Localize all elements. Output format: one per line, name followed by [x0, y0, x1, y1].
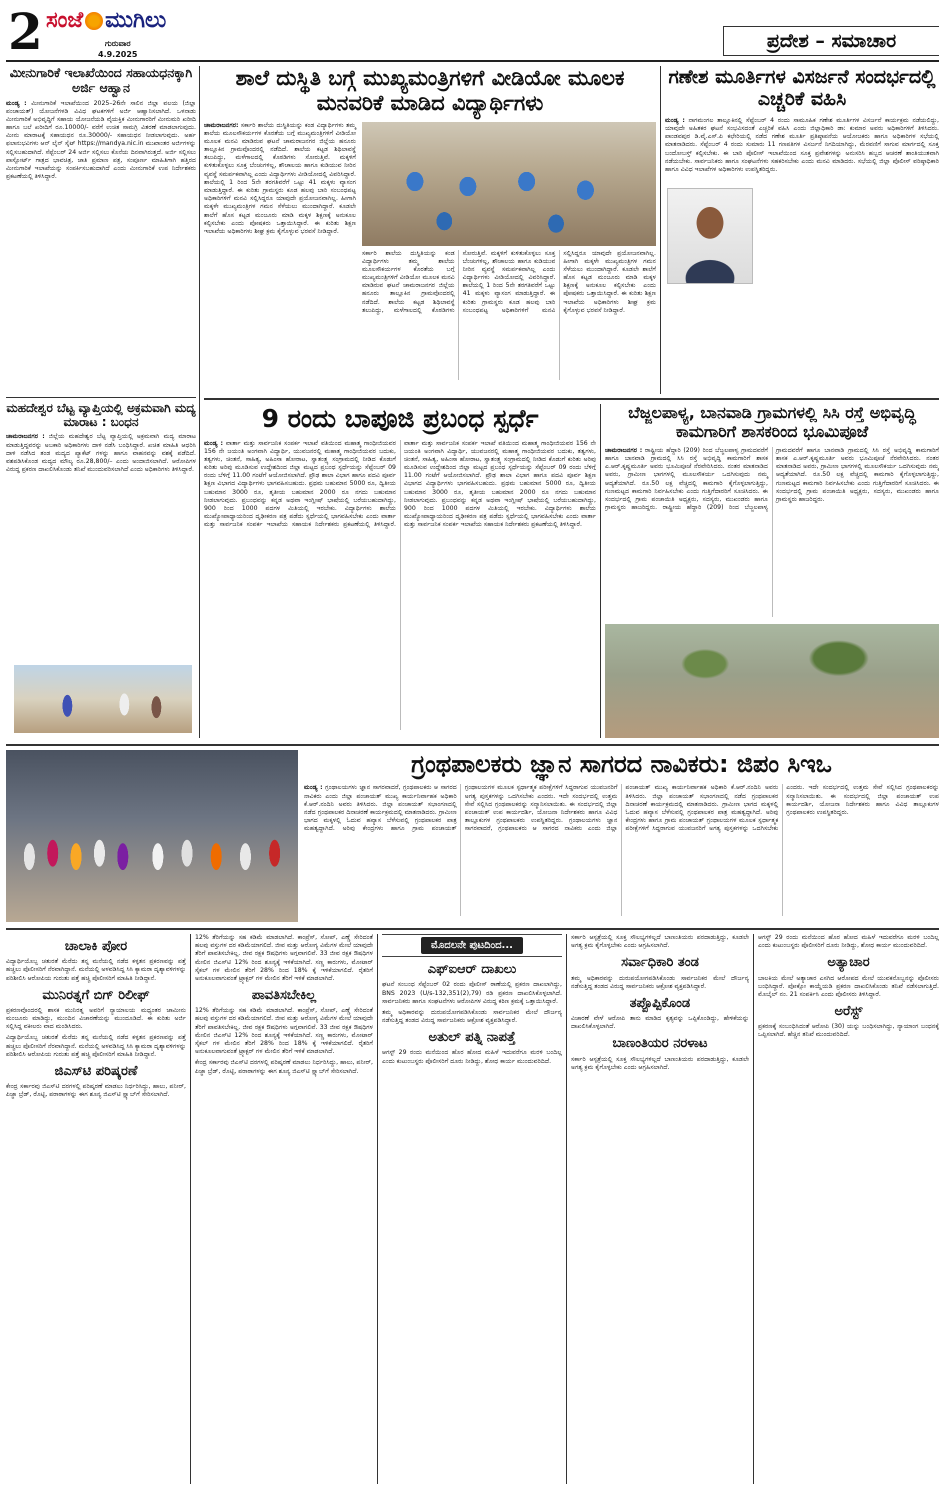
article-road — [605, 404, 939, 620]
body-bapuji — [204, 440, 596, 730]
photo-librarians — [6, 750, 298, 922]
column-rule — [566, 934, 567, 1484]
text-library: ಗ್ರಂಥಾಲಯಗಳು ಜ್ಞಾನ ಸಾಗರವಾದರೆ, ಗ್ರಂಥಪಾಲಕರು ಆ ಸಾಗರದ ನಾವಿಕರು ಎಂದು ಜಿಲ್ಲಾ ಪಂಚಾಯತ್ ಮುಖ್ಯ ಕಾರ್ಯನಿರ್ವಾಹಕ ಅಧಿಕಾರಿ ಕೆ.ಆರ್.ನಂದಿನಿ ಅವರು ತಿಳಿಸಿದರು. ಜಿಲ್ಲಾ ಪಂಚಾಯತ್ ಸಭಾಂಗಣದಲ್ಲಿ ನಡೆದ ಗ್ರಂಥಪಾಲಕರ ದಿನಾಚರಣೆ ಕಾರ್ಯಕ್ರಮದಲ್ಲಿ ಮಾತನಾಡಿದರು. ಗ್ರಾಮೀಣ ಭಾಗದ ಮಕ್ಕಳಲ್ಲಿ ಓದುವ ಹವ್ಯಾಸ ಬೆಳೆಸುವಲ್ಲಿ ಗ್ರಂಥಪಾಲಕರ ಪಾತ್ರ ಮಹತ್ವದ್ದಾಗಿದೆ. ಅರಿವು ಕೇಂದ್ರಗಳು ಹಾಗೂ ಗ್ರಾಮ ಪಂಚಾಯತ್ ಗ್ರಂಥಾಲಯಗಳ ಮೂಲಕ ಸ್ಪರ್ಧಾತ್ಮಕ ಪರೀಕ್ಷೆಗಳಿಗೆ ಸಿದ್ಧರಾಗುವ ಯುವಜನರಿಗೆ ಅಗತ್ಯ ಪುಸ್ತಕಗಳನ್ನು ಒದಗಿಸಬೇಕು ಎಂದರು. ಇದೇ ಸಂದರ್ಭದಲ್ಲಿ ಉತ್ತಮ ಸೇವೆ ಸಲ್ಲಿಸಿದ ಗ್ರಂಥಪಾಲಕರನ್ನು ಸನ್ಮಾನಿಸಲಾಯಿತು. ಈ ಸಂದರ್ಭದಲ್ಲಿ ಜಿಲ್ಲಾ ಪಂಚಾಯತ್ ಉಪ ಕಾರ್ಯದರ್ಶಿ, ಯೋಜನಾ ನಿರ್ದೇಶಕರು ಹಾಗೂ ವಿವಿಧ ತಾಲ್ಲೂಕುಗಳ ಗ್ರಂಥಪಾಲಕರು ಉಪಸ್ಥಿತರಿದ್ದರು. — [304, 784, 618, 833]
headline-gst: ಜಿಎಸ್‌ಟಿ ಪರಿಷ್ಕರಣೆ — [54, 1064, 138, 1079]
divider — [6, 744, 939, 746]
masthead — [6, 4, 939, 62]
bottom-col-5 — [758, 934, 939, 1484]
body-road — [605, 447, 939, 617]
headline-chalaki: ಚಾಲಾಕಿ ಪೋರ — [64, 939, 128, 954]
dateline-bapuji: ಮಂಡ್ಯ : — [204, 439, 223, 447]
photo-classroom — [362, 122, 656, 246]
headline-hills: ಮಹದೇಶ್ವರ ಬೆಟ್ಟ ವ್ಯಾಪ್ತಿಯಲ್ಲಿ ಅಕ್ರಮವಾಗಿ ಮದ್ಯ ಮಾರಾಟ : ಬಂಧನ — [6, 401, 196, 430]
article-fisheries — [6, 66, 196, 394]
photo-bhoomi-pooja — [605, 624, 939, 738]
dateline-ganesha: ಮಂಡ್ಯ : — [665, 116, 685, 124]
body-fir-cont: ತಮ್ಮ ಅಧಿಕಾರವನ್ನು ದುರುಪಯೋಗಪಡಿಸಿಕೊಂಡು ಸಾರ್ವಜನಿಕರ ಮೇಲೆ ದೌರ್ಜನ್ಯ ನಡೆಸುತ್ತಿದ್ದ ತಂಡದ ವಿರುದ್ಧ ಸಾರ್ವಜನಿಕರು ಆಕ್ರೋಶ ವ್ಯಕ್ತಪಡಿಸಿದ್ದಾರೆ. — [382, 1008, 562, 1025]
dateline-fisheries: ಮಂಡ್ಯ : — [6, 99, 27, 107]
headline-fisheries: ಮೀನುಗಾರಿಕೆ ಇಲಾಖೆಯಿಂದ ಸಹಾಯಧನಕ್ಕಾಗಿ ಅರ್ಜಿ ಆಹ್ವಾನ — [9, 66, 193, 95]
text-bapuji: ವಾರ್ತಾ ಮತ್ತು ಸಾರ್ವಜನಿಕ ಸಂಪರ್ಕ ಇಲಾಖೆ ವತಿಯಿಂದ ಮಹಾತ್ಮ ಗಾಂಧೀಜಿಯವರ 156 ನೇ ಜಯಂತಿ ಅಂಗವಾಗಿ ವಿದ್ಯಾರ್ಥಿ, ಯುವಜನರಲ್ಲಿ ಮಹಾತ್ಮ ಗಾಂಧೀಜಿಯವರ ಬದುಕು, ತತ್ವಗಳು, ಚಿಂತನೆ, ಸಾಹಿತ್ಯ, ಅಹಿಂಸಾ ಹೋರಾಟ, ಸ್ವಾತಂತ್ರ್ಯ ಸಂಗ್ರಾಮದಲ್ಲಿ ನೀಡಿದ ಕೊಡುಗೆ ಕುರಿತು ಅರಿವು ಮೂಡಿಸುವ ಉದ್ದೇಶದಿಂದ ಜಿಲ್ಲಾ ಮಟ್ಟದ ಪ್ರಬಂಧ ಸ್ಪರ್ಧೆಯನ್ನು ಸೆಪ್ಟೆಂಬರ್ 09 ರಂದು ಬೆಳಿಗ್ಗೆ 11.00 ಗಂಟೆಗೆ ಆಯೋಜಿಸಲಾಗಿದೆ. ಪ್ರೌಢ ಶಾಲಾ ವಿಭಾಗ ಹಾಗೂ ಪದವಿ ಪೂರ್ವ ಶಿಕ್ಷಣ ವಿಭಾಗದ ವಿದ್ಯಾರ್ಥಿಗಳು ಭಾಗವಹಿಸಬಹುದು. ಪ್ರಥಮ ಬಹುಮಾನ 5000 ರೂ, ದ್ವಿತೀಯ ಬಹುಮಾನ 3000 ರೂ, ತೃತೀಯ ಬಹುಮಾನ 2000 ರೂ ನಗದು ಬಹುಮಾನ ನೀಡಲಾಗುವುದು. ಪ್ರಬಂಧವನ್ನು ಕನ್ನಡ ಅಥವಾ ಇಂಗ್ಲೀಷ್ ಭಾಷೆಯಲ್ಲಿ ಬರೆಯಬಹುದಾಗಿದ್ದು, 900 ರಿಂದ 1000 ಪದಗಳ ಮಿತಿಯಲ್ಲಿ ಇರಬೇಕು. ವಿದ್ಯಾರ್ಥಿಗಳು ಶಾಲೆಯ ಮುಖ್ಯೋಪಾಧ್ಯಾಯರಿಂದ ದೃಢೀಕರಣ ಪತ್ರ ಪಡೆದು ಸ್ಪರ್ಧೆಯಲ್ಲಿ ಭಾಗವಹಿಸಬೇಕು ಎಂದು ವಾರ್ತಾ ಮತ್ತು ಸಾರ್ವಜನಿಕ ಸಂಪರ್ಕ ಇಲಾಖೆಯ ಸಹಾಯಕ ನಿರ್ದೇಶಕರು ಪ್ರಕಟಣೆಯಲ್ಲಿ ತಿಳಿಸಿದ್ದಾರೆ. — [204, 439, 396, 529]
headline-road: ಬೆಜ್ಜಲಪಾಳ್ಯ, ಬಾನವಾಡಿ ಗ್ರಾಮಗಳಲ್ಲಿ ಸಿಸಿ ರಸ್ತೆ ಅಭಿವೃದ್ಧಿ ಕಾಮಗಾರಿಗೆ ಶಾಸಕರಿಂದ ಭೂಮಿಪೂಜೆ — [628, 404, 916, 441]
newspaper-logo — [46, 6, 166, 36]
text-ganesha: ನಾಗಮಂಗಲ ತಾಲ್ಲೂಕಿನಲ್ಲಿ ಸೆಪ್ಟೆಂಬರ್ 4 ರಂದು ಸಾಮೂಹಿಕ ಗಣೇಶ ಮೂರ್ತಿಗಳ ವಿಸರ್ಜನೆ ಕಾರ್ಯಕ್ರಮ ನಡೆಯಲಿದ್ದು, ಯಾವುದೇ ಅಹಿತಕರ ಘಟನೆ ಸಂಭವಿಸದಂತೆ ಎಚ್ಚರಿಕೆ ವಹಿಸಿ ಎಂದು ಜಿಲ್ಲಾಧಿಕಾರಿ ಡಾ: ಕುಮಾರ ಅವರು ಅಧಿಕಾರಿಗಳಿಗೆ ತಿಳಿಸಿದರು. ಪಾಂಡವಪುರ ಡಿ.ವೈ.ಎಸ್.ಪಿ ಕಛೇರಿಯಲ್ಲಿ ನಡೆದ ಗಣೇಶ ಮೂರ್ತಿ ಪ್ರತಿಷ್ಠಾಪನೆಯ ಆಯೋಜಕರು ಹಾಗೂ ಅಧಿಕಾರಿಗಳ ಸಭೆಯಲ್ಲಿ ಮಾತನಾಡಿದರು. ಸೆಪ್ಟೆಂಬರ್ 4 ರಂದು ಸುಮಾರು 11 ಗಣಪತಿಗಳ ವಿಸರ್ಜನೆ ನಿಗದಿಯಾಗಿದ್ದು, ಮೆರವಣಿಗೆ ಸಾಗುವ ಮಾರ್ಗದಲ್ಲಿ ಸೂಕ್ತ ಬಂದೋಬಸ್ತ್ ಕಲ್ಪಿಸಬೇಕು. ಈ ಬಾರಿ ಪೊಲೀಸ್ ಇಲಾಖೆಯಿಂದ ಸೂಕ್ತ ಪ್ರವೇಶಗಳನ್ನು ಅನುಸರಿಸಿ ಹಬ್ಬದ ಆಚರಣೆ ಶಾಂತಿಯುತವಾಗಿ ನಡೆಯಬೇಕು. ಸಾರ್ವಜನಿಕರು ಹಾಗೂ ಸಂಘಟನೆಗಳು ಸಹಕರಿಸಬೇಕು ಎಂದು ಮನವಿ ಮಾಡಿದರು. ಸಭೆಯಲ್ಲಿ ಜಿಲ್ಲಾ ಪೊಲೀಸ್ ವರಿಷ್ಠಾಧಿಕಾರಿ ಹಾಗೂ ವಿವಿಧ ಇಲಾಖೆಗಳ ಅಧಿಕಾರಿಗಳು ಉಪಸ್ಥಿತರಿದ್ದರು. — [665, 116, 939, 173]
issue-date — [98, 38, 137, 60]
headline-bapuji: 9 ರಂದು ಬಾಪೂಜಿ ಪ್ರಬಂಧ ಸ್ಪರ್ಧೆ — [261, 404, 539, 433]
headline-school: ಶಾಲೆ ದುಸ್ಥಿತಿ ಬಗ್ಗೆ ಮುಖ್ಯಮಂತ್ರಿಗಳಿಗೆ ವೀಡಿಯೋ ಮೂಲಕ ಮನವರಿಕೆ ಮಾಡಿದ ವಿದ್ಯಾರ್ಥಿಗಳು — [235, 66, 625, 115]
body-school-left — [204, 122, 356, 378]
bottom-col-4 — [571, 934, 749, 1484]
photo-raid — [14, 665, 192, 733]
body-gst: ಕೇಂದ್ರ ಸರ್ಕಾರವು ಜಿಎಸ್‌ಟಿ ದರಗಳಲ್ಲಿ ಪರಿಷ್ಕರಣೆ ಮಾಡಲು ನಿರ್ಧರಿಸಿದ್ದು, ಹಾಲು, ಪನೀರ್, ಪಿಜ್ಜಾ ಬ್ರೆಡ್, ರೊಟ್ಟಿ, ಪರಾಠಾಗಳನ್ನು ಈಗ ಶೂನ್ಯ ಜಿಎಸ್‌ಟಿ ಸ್ಲ್ಯಾಬ್‌ಗೆ ಸೇರಿಸಲಾಗಿದೆ. — [6, 1083, 186, 1099]
text-fisheries: ಮೀನುಗಾರಿಕೆ ಇಲಾಖೆಯಿಂದ 2025–26ನೇ ಸಾಲಿನ ಜಿಲ್ಲಾ ವಲಯ (ಜಿಲ್ಲಾ ಪಂಚಾಯತ್) ಯೋಜನೆಗಳಡಿ ವಿವಿಧ ಘಟಕಗಳಿಗೆ ಅರ್ಜಿ ಆಹ್ವಾನಿಸಲಾಗಿದೆ. ಒಳನಾಡು ಮೀನುಗಾರಿಕೆ ಅಭಿವೃದ್ಧಿಗೆ ಸಹಾಯ ಯೋಜನೆಯಡಿ ವೈಯಕ್ತಿಕ ಮೀನುಗಾರರಿಗೆ ಮೀನುಮರಿ ಖರೀದಿ ಹಾಗೂ ಬಲೆ ಖರೀದಿಗೆ ರೂ.10000/- ವರೆಗೆ ಉಚಿತ ಸಾಮಗ್ರಿ ವಿತರಣೆ ಮಾಡಲಾಗುವುದು. ಮೀನು ಮಾರಾಟಕ್ಕೆ ಸಹಾಯಧನ ರೂ.30000/- ಸಹಾಯಧನ ನೀಡಲಾಗುವುದು. ಅರ್ಹ ಫಲಾನುಭವಿಗಳು ಆನ್ ಲೈನ್ ಸೈಟ್ https://mandya.nic.in ಮುಖಾಂತರ ಅರ್ಜಿಗಳನ್ನು ಸಲ್ಲಿಸಬಹುದಾಗಿದೆ. ಸೆಪ್ಟೆಂಬರ್ 24 ಅರ್ಜಿ ಸಲ್ಲಿಸಲು ಕೊನೆಯ ದಿನವಾಗಿರುತ್ತದೆ. ಅರ್ಜಿ ಸಲ್ಲಿಸಲು ಪಾಸ್ಪೋರ್ಟ್ ಗಾತ್ರದ ಭಾವಚಿತ್ರ, ಜಾತಿ ಪ್ರಮಾಣ ಪತ್ರ, ಸಂಪೂರ್ಣ ಮಾಹಿತಿಗಾಗಿ ಹತ್ತಿರದ ಮೀನುಗಾರಿಕೆ ಇಲಾಖೆಯನ್ನು ಸಂಪರ್ಕಿಸಬಹುದಾಗಿದೆ ಎಂದು ಮೀನುಗಾರಿಕೆ ಉಪ ನಿರ್ದೇಶಕರು ಪ್ರಕಟಣೆಯಲ್ಲಿ ತಿಳಿಸಿದ್ದಾರೆ. — [6, 99, 196, 181]
logo-text-2: ಮುಗಿಲು — [105, 8, 167, 34]
bottom-col-1 — [6, 934, 186, 1484]
article-school — [204, 66, 656, 394]
logo-text-1: ಸಂಜೆ — [46, 8, 84, 34]
article-hills — [6, 401, 196, 659]
issue-date-value: 4.9.2025 — [98, 50, 138, 59]
dateline-school: ಚಾಮರಾಜನಗರ: — [204, 121, 239, 129]
body-ganesha-intro — [665, 117, 939, 174]
body-sarvadhikari: ತಮ್ಮ ಅಧಿಕಾರವನ್ನು ದುರುಪಯೋಗಪಡಿಸಿಕೊಂಡು ಸಾರ್ವಜನಿಕರ ಮೇಲೆ ದೌರ್ಜನ್ಯ ನಡೆಸುತ್ತಿದ್ದ ತಂಡದ ವಿರುದ್ಧ ಸಾರ್ವಜನಿಕರು ಆಕ್ರೋಶ ವ್ಯಕ್ತಪಡಿಸಿದ್ದಾರೆ. — [571, 974, 749, 990]
continued-label: ಮೊದಲನೇ ಪುಟದಿಂದ... — [421, 937, 523, 954]
column-rule — [190, 934, 191, 1484]
headline-munirathna: ಮುನಿರತ್ನಗೆ ಬಿಗ್ ರಿಲೀಫ್ — [42, 987, 150, 1003]
text-school-cont: ಸರ್ಕಾರಿ ಶಾಲೆಯ ದುಸ್ಥಿತಿಯನ್ನು ಕಂಡ ವಿದ್ಯಾರ್ಥಿಗಳು ತಮ್ಮ ಶಾಲೆಯ ಮೂಲಸೌಕರ್ಯಗಳ ಕೊರತೆಯ ಬಗ್ಗೆ ಮುಖ್ಯಮಂತ್ರಿಗಳಿಗೆ ವೀಡಿಯೋ ಮೂಲಕ ಮನವಿ ಮಾಡಿರುವ ಘಟನೆ ಚಾಮರಾಜನಗರ ಜಿಲ್ಲೆಯ ಹನೂರು ತಾಲ್ಲೂಕಿನ ಗ್ರಾಮವೊಂದರಲ್ಲಿ ನಡೆದಿದೆ. ಶಾಲೆಯ ಕಟ್ಟಡ ಶಿಥಿಲಾವಸ್ಥೆ ತಲುಪಿದ್ದು, ಮಳೆಗಾಲದಲ್ಲಿ ಕೊಠಡಿಗಳು ಸೋರುತ್ತಿವೆ. ಮಕ್ಕಳಿಗೆ ಕುಳಿತುಕೊಳ್ಳಲು ಸೂಕ್ತ ಬೆಂಚುಗಳಿಲ್ಲ, ಶೌಚಾಲಯ ಹಾಗೂ ಕುಡಿಯುವ ನೀರಿನ ವ್ಯವಸ್ಥೆ ಸಮರ್ಪಕವಾಗಿಲ್ಲ ಎಂದು ವಿದ್ಯಾರ್ಥಿಗಳು ವೀಡಿಯೋದಲ್ಲಿ ವಿವರಿಸಿದ್ದಾರೆ. ಶಾಲೆಯಲ್ಲಿ 1 ರಿಂದ 5ನೇ ತರಗತಿವರೆಗೆ ಒಟ್ಟು 41 ಮಕ್ಕಳು ವ್ಯಾಸಂಗ ಮಾಡುತ್ತಿದ್ದಾರೆ. ಈ ಕುರಿತು ಗ್ರಾಮಸ್ಥರು ಕೂಡ ಹಲವು ಬಾರಿ ಸಂಬಂಧಪಟ್ಟ ಅಧಿಕಾರಿಗಳಿಗೆ ಮನವಿ ಸಲ್ಲಿಸಿದ್ದರೂ ಯಾವುದೇ ಪ್ರಯೋಜನವಾಗಿಲ್ಲ. ಹೀಗಾಗಿ ಮಕ್ಕಳೇ ಮುಖ್ಯಮಂತ್ರಿಗಳ ಗಮನ ಸೆಳೆಯಲು ಮುಂದಾಗಿದ್ದಾರೆ. ಕೂಡಲೇ ಶಾಲೆಗೆ ಹೊಸ ಕಟ್ಟಡ ಮಂಜೂರು ಮಾಡಿ ಮಕ್ಕಳ ಶಿಕ್ಷಣಕ್ಕೆ ಅನುಕೂಲ ಕಲ್ಪಿಸಬೇಕು ಎಂದು ಪೋಷಕರು ಒತ್ತಾಯಿಸಿದ್ದಾರೆ. ಈ ಕುರಿತು ಶಿಕ್ಷಣ ಇಲಾಖೆಯ ಅಧಿಕಾರಿಗಳು ಶೀಘ್ರ ಕ್ರಮ ಕೈಗೊಳ್ಳುವ ಭರವಸೆ ನೀಡಿದ್ದಾರೆ. — [362, 249, 656, 314]
body-banantiyara: ಸರ್ಕಾರಿ ಆಸ್ಪತ್ರೆಯಲ್ಲಿ ಸೂಕ್ತ ಸೌಲಭ್ಯಗಳಿಲ್ಲದೆ ಬಾಣಂತಿಯರು ಪರದಾಡುತ್ತಿದ್ದು, ಕೂಡಲೇ ಅಗತ್ಯ ಕ್ರಮ ಕೈಗೊಳ್ಳಬೇಕು ಎಂದು ಆಗ್ರಹಿಸಲಾಗಿದೆ. — [571, 1055, 749, 1071]
column-rule — [377, 934, 378, 1484]
headline-arrest: ಅರೆಸ್ಟ್ — [834, 1004, 863, 1020]
headline-sarvadhikari: ಸರ್ವಾಧಿಕಾರಿ ತಂಡ — [621, 955, 699, 971]
text-bapuji-cont: ವಾರ್ತಾ ಮತ್ತು ಸಾರ್ವಜನಿಕ ಸಂಪರ್ಕ ಇಲಾಖೆ ವತಿಯಿಂದ ಮಹಾತ್ಮ ಗಾಂಧೀಜಿಯವರ 156 ನೇ ಜಯಂತಿ ಅಂಗವಾಗಿ ವಿದ್ಯಾರ್ಥಿ, ಯುವಜನರಲ್ಲಿ ಮಹಾತ್ಮ ಗಾಂಧೀಜಿಯವರ ಬದುಕು, ತತ್ವಗಳು, ಚಿಂತನೆ, ಸಾಹಿತ್ಯ, ಅಹಿಂಸಾ ಹೋರಾಟ, ಸ್ವಾತಂತ್ರ್ಯ ಸಂಗ್ರಾಮದಲ್ಲಿ ನೀಡಿದ ಕೊಡುಗೆ ಕುರಿತು ಅರಿವು ಮೂಡಿಸುವ ಉದ್ದೇಶದಿಂದ ಜಿಲ್ಲಾ ಮಟ್ಟದ ಪ್ರಬಂಧ ಸ್ಪರ್ಧೆಯನ್ನು ಸೆಪ್ಟೆಂಬರ್ 09 ರಂದು ಬೆಳಿಗ್ಗೆ 11.00 ಗಂಟೆಗೆ ಆಯೋಜಿಸಲಾಗಿದೆ. ಪ್ರೌಢ ಶಾಲಾ ವಿಭಾಗ ಹಾಗೂ ಪದವಿ ಪೂರ್ವ ಶಿಕ್ಷಣ ವಿಭಾಗದ ವಿದ್ಯಾರ್ಥಿಗಳು ಭಾಗವಹಿಸಬಹುದು. ಪ್ರಥಮ ಬಹುಮಾನ 5000 ರೂ, ದ್ವಿತೀಯ ಬಹುಮಾನ 3000 ರೂ, ತೃತೀಯ ಬಹುಮಾನ 2000 ರೂ ನಗದು ಬಹುಮಾನ ನೀಡಲಾಗುವುದು. ಪ್ರಬಂಧವನ್ನು ಕನ್ನಡ ಅಥವಾ ಇಂಗ್ಲೀಷ್ ಭಾಷೆಯಲ್ಲಿ ಬರೆಯಬಹುದಾಗಿದ್ದು, 900 ರಿಂದ 1000 ಪದಗಳ ಮಿತಿಯಲ್ಲಿ ಇರಬೇಕು. ವಿದ್ಯಾರ್ಥಿಗಳು ಶಾಲೆಯ ಮುಖ್ಯೋಪಾಧ್ಯಾಯರಿಂದ ದೃಢೀಕರಣ ಪತ್ರ ಪಡೆದು ಸ್ಪರ್ಧೆಯಲ್ಲಿ ಭಾಗವಹಿಸಬೇಕು ಎಂದು ವಾರ್ತಾ ಮತ್ತು ಸಾರ್ವಜನಿಕ ಸಂಪರ್ಕ ಇಲಾಖೆಯ ಸಹಾಯಕ ನಿರ್ದೇಶಕರು ಪ್ರಕಟಣೆಯಲ್ಲಿ ತಿಳಿಸಿದ್ದಾರೆ. — [404, 439, 596, 529]
body-atyachara: ಬಾಲಕಿಯ ಮೇಲೆ ಅತ್ಯಾಚಾರ ಎಸಗಿದ ಆರೋಪದ ಮೇಲೆ ಯುವಕನೊಬ್ಬನನ್ನು ಪೊಲೀಸರು ಬಂಧಿಸಿದ್ದಾರೆ. ಪೋಕ್ಸೋ ಕಾಯ್ದೆಯಡಿ ಪ್ರಕರಣ ದಾಖಲಿಸಿಕೊಂಡು ತನಿಖೆ ನಡೆಸಲಾಗುತ್ತಿದೆ. ಮೊಬೈಲ್ ನಂ. 21 ಸಂಪರ್ಕಿಸಿ ಎಂದು ಪೊಲೀಸರು ತಿಳಿಸಿದ್ದಾರೆ. — [758, 974, 939, 998]
body-col5-top: ಆಗಸ್ಟ್ 29 ರಂದು ಮನೆಯಿಂದ ಹೊರ ಹೋದ ಮಹಿಳೆ ಇದುವರೆಗೂ ಮರಳಿ ಬಂದಿಲ್ಲ ಎಂದು ಕುಟುಂಬಸ್ಥರು ಪೊಲೀಸರಿಗೆ ದೂರು ನೀಡಿದ್ದು, ಶೋಧ ಕಾರ್ಯ ಮುಂದುವರಿದಿದೆ. — [758, 934, 939, 950]
dateline-hills: ಚಾಮರಾಜನಗರ : — [6, 433, 45, 441]
body-munirathna-cont: ವಿದ್ಯಾರ್ಥಿಯೊಬ್ಬ ಚತುರತೆ ಮೆರೆದು ತನ್ನ ಮನೆಯಲ್ಲಿ ನಡೆದ ಕಳ್ಳತನ ಪ್ರಕರಣವನ್ನು ಪತ್ತೆ ಹಚ್ಚಲು ಪೊಲೀಸರಿಗೆ ನೆರವಾಗಿದ್ದಾನೆ. ಮನೆಯಲ್ಲಿ ಅಳವಡಿಸಿದ್ದ ಸಿಸಿ ಕ್ಯಾಮರಾ ದೃಶ್ಯಾವಳಿಗಳನ್ನು ಪರಿಶೀಲಿಸಿ ಆರೋಪಿಯ ಗುರುತು ಪತ್ತೆ ಹಚ್ಚಿ ಪೊಲೀಸರಿಗೆ ಮಾಹಿತಿ ನೀಡಿದ್ದಾನೆ. — [6, 1034, 186, 1058]
dateline-road: ಚಾಮರಾಜನಗರ : — [605, 446, 643, 454]
body-atul: ಆಗಸ್ಟ್ 29 ರಂದು ಮನೆಯಿಂದ ಹೊರ ಹೋದ ಮಹಿಳೆ ಇದುವರೆಗೂ ಮರಳಿ ಬಂದಿಲ್ಲ ಎಂದು ಕುಟುಂಬಸ್ಥರು ಪೊಲೀಸರಿಗೆ ದೂರು ನೀಡಿದ್ದು, ಶೋಧ ಕಾರ್ಯ ಮುಂದುವರಿದಿದೆ. — [382, 1049, 562, 1065]
column-rule — [753, 934, 754, 1484]
body-arrest: ಪ್ರಕರಣಕ್ಕೆ ಸಂಬಂಧಿಸಿದಂತೆ ಆರೋಪಿ (30) ಯನ್ನು ಬಂಧಿಸಲಾಗಿದ್ದು, ನ್ಯಾಯಾಂಗ ಬಂಧನಕ್ಕೆ ಒಪ್ಪಿಸಲಾಗಿದೆ. ಹೆಚ್ಚಿನ ತನಿಖೆ ಮುಂದುವರಿದಿದೆ. — [758, 1023, 939, 1039]
bottom-col-2 — [195, 934, 373, 1484]
body-pavati: 12% ತೆರಿಗೆಯನ್ನು ಸಹ ಕಡಿಮೆ ಮಾಡಲಾಗಿದೆ. ಕಾಂಪ್ರೆಸ್, ಸೋಪ್, ಎಣ್ಣೆ ಸೇರಿದಂತೆ ಹಲವು ವಸ್ತುಗಳ ದರ ಕಡಿಮೆಯಾಗಲಿದೆ. ಜೀವ ಮತ್ತು ಆರೋಗ್ಯ ವಿಮೆಗಳ ಮೇಲೆ ಯಾವುದೇ ತೆರಿಗೆ ಪಾವತಿಸಬೇಕಿಲ್ಲ. ಜೀವ ರಕ್ಷಕ ಔಷಧಿಗಳು ಅಗ್ಗವಾಗಲಿವೆ. 33 ಜೀವ ರಕ್ಷಕ ಔಷಧಿಗಳ ಮೇಲಿನ ಜಿಎಸ್‌ಟಿ 12% ರಿಂದ ಶೂನ್ಯಕ್ಕೆ ಇಳಿಕೆಯಾಗಿದೆ. ಸಣ್ಣ ಕಾರುಗಳು, ಮೋಟಾರ್ ಸೈಕಲ್ ಗಳ ಮೇಲಿನ ತೆರಿಗೆ 28% ರಿಂದ 18% ಕ್ಕೆ ಇಳಿಕೆಯಾಗಲಿದೆ. ರೈತರಿಗೆ ಅನುಕೂಲವಾಗುವಂತೆ ಟ್ರ್ಯಾಕ್ಟರ್ ಗಳ ಮೇಲಿನ ತೆರಿಗೆ ಇಳಿಕೆ ಮಾಡಲಾಗಿದೆ. — [195, 1007, 373, 1056]
headline-tappoppi: ತಪ್ಪೊಪ್ಪಿಕೊಂಡ — [629, 995, 691, 1011]
text-road-cont: ರಾಷ್ಟ್ರೀಯ ಹೆದ್ದಾರಿ (209) ರಿಂದ ಬೆಜ್ಜಲಪಾಳ್ಯ ಗ್ರಾಮದವರೆಗೆ ಹಾಗೂ ಬಾನವಾಡಿ ಗ್ರಾಮದಲ್ಲಿ ಸಿಸಿ ರಸ್ತೆ ಅಭಿವೃದ್ಧಿ ಕಾಮಗಾರಿಗೆ ಶಾಸಕ ಎ.ಆರ್.ಕೃಷ್ಣಮೂರ್ತಿ ಅವರು ಭೂಮಿಪೂಜೆ ನೆರವೇರಿಸಿದರು. ನಂತರ ಮಾತನಾಡಿದ ಅವರು, ಗ್ರಾಮೀಣ ಭಾಗಗಳಲ್ಲಿ ಮೂಲಸೌಕರ್ಯ ಒದಗಿಸುವುದು ನಮ್ಮ ಆದ್ಯತೆಯಾಗಿದೆ. ರೂ.50 ಲಕ್ಷ ವೆಚ್ಚದಲ್ಲಿ ಕಾಮಗಾರಿ ಕೈಗೊಳ್ಳಲಾಗುತ್ತಿದ್ದು, ಗುಣಮಟ್ಟದ ಕಾಮಗಾರಿ ನಿರ್ವಹಿಸಬೇಕು ಎಂದು ಗುತ್ತಿಗೆದಾರರಿಗೆ ಸೂಚಿಸಿದರು. ಈ ಸಂದರ್ಭದಲ್ಲಿ ಗ್ರಾಮ ಪಂಚಾಯಿತಿ ಅಧ್ಯಕ್ಷರು, ಸದಸ್ಯರು, ಮುಖಂಡರು ಹಾಗೂ ಗ್ರಾಮಸ್ಥರು ಹಾಜರಿದ್ದರು. — [662, 446, 939, 512]
divider — [6, 928, 939, 930]
body-col4-top: ಸರ್ಕಾರಿ ಆಸ್ಪತ್ರೆಯಲ್ಲಿ ಸೂಕ್ತ ಸೌಲಭ್ಯಗಳಿಲ್ಲದೆ ಬಾಣಂತಿಯರು ಪರದಾಡುತ್ತಿದ್ದು, ಕೂಡಲೇ ಅಗತ್ಯ ಕ್ರಮ ಕೈಗೊಳ್ಳಬೇಕು ಎಂದು ಆಗ್ರಹಿಸಲಾಗಿದೆ. — [571, 934, 749, 950]
divider — [6, 397, 196, 398]
article-library — [304, 750, 939, 922]
body-fir: ಘಟನೆ ಸಂಬಂಧ ಸೆಪ್ಟೆಂಬರ್ 02 ರಂದು ಪೊಲೀಸ್ ಠಾಣೆಯಲ್ಲಿ ಪ್ರಕರಣ ದಾಖಲಾಗಿದ್ದು, BNS 2023 (U/s-132,351(2),79) ರಡಿ ಪ್ರಕರಣ ದಾಖಲಿಸಿಕೊಳ್ಳಲಾಗಿದೆ. ಸಾರ್ವಜನಿಕರು ಹಾಗೂ ಸಂಘಟನೆಗಳು ಆರೋಪಿಗಳ ವಿರುದ್ಧ ಕಠಿಣ ಕ್ರಮಕ್ಕೆ ಒತ್ತಾಯಿಸಿದ್ದಾರೆ. — [382, 981, 562, 1005]
headline-ganesha: ಗಣೇಶ ಮೂರ್ತಿಗಳ ವಿಸರ್ಜನೆ ಸಂದರ್ಭದಲ್ಲಿ ಎಚ್ಚರಿಕೆ ವಹಿಸಿ — [668, 66, 936, 111]
section-label: ಪ್ರದೇಶ – ಸಮಾಚಾರ — [723, 26, 939, 56]
body-library — [304, 784, 939, 916]
issue-day: ಗುರುವಾರ — [104, 39, 131, 48]
body-fisheries — [6, 100, 196, 182]
page-number: 2 — [8, 2, 43, 61]
article-bapuji — [204, 404, 596, 738]
column-rule — [660, 66, 661, 394]
headline-pavati: ಪಾವತಿಸಬೇಕಿಲ್ಲ — [251, 988, 317, 1004]
body-chalaki: ವಿದ್ಯಾರ್ಥಿಯೊಬ್ಬ ಚತುರತೆ ಮೆರೆದು ತನ್ನ ಮನೆಯಲ್ಲಿ ನಡೆದ ಕಳ್ಳತನ ಪ್ರಕರಣವನ್ನು ಪತ್ತೆ ಹಚ್ಚಲು ಪೊಲೀಸರಿಗೆ ನೆರವಾಗಿದ್ದಾನೆ. ಮನೆಯಲ್ಲಿ ಅಳವಡಿಸಿದ್ದ ಸಿಸಿ ಕ್ಯಾಮರಾ ದೃಶ್ಯಾವಳಿಗಳನ್ನು ಪರಿಶೀಲಿಸಿ ಆರೋಪಿಯ ಗುರುತು ಪತ್ತೆ ಹಚ್ಚಿ ಪೊಲೀಸರಿಗೆ ಮಾಹಿತಿ ನೀಡಿದ್ದಾನೆ. — [6, 958, 186, 982]
text-road: ರಾಷ್ಟ್ರೀಯ ಹೆದ್ದಾರಿ (209) ರಿಂದ ಬೆಜ್ಜಲಪಾಳ್ಯ ಗ್ರಾಮದವರೆಗೆ ಹಾಗೂ ಬಾನವಾಡಿ ಗ್ರಾಮದಲ್ಲಿ ಸಿಸಿ ರಸ್ತೆ ಅಭಿವೃದ್ಧಿ ಕಾಮಗಾರಿಗೆ ಶಾಸಕ ಎ.ಆರ್.ಕೃಷ್ಣಮೂರ್ತಿ ಅವರು ಭೂಮಿಪೂಜೆ ನೆರವೇರಿಸಿದರು. ನಂತರ ಮಾತನಾಡಿದ ಅವರು, ಗ್ರಾಮೀಣ ಭಾಗಗಳಲ್ಲಿ ಮೂಲಸೌಕರ್ಯ ಒದಗಿಸುವುದು ನಮ್ಮ ಆದ್ಯತೆಯಾಗಿದೆ. ರೂ.50 ಲಕ್ಷ ವೆಚ್ಚದಲ್ಲಿ ಕಾಮಗಾರಿ ಕೈಗೊಳ್ಳಲಾಗುತ್ತಿದ್ದು, ಗುಣಮಟ್ಟದ ಕಾಮಗಾರಿ ನಿರ್ವಹಿಸಬೇಕು ಎಂದು ಗುತ್ತಿಗೆದಾರರಿಗೆ ಸೂಚಿಸಿದರು. ಈ ಸಂದರ್ಭದಲ್ಲಿ ಗ್ರಾಮ ಪಂಚಾಯಿತಿ ಅಧ್ಯಕ್ಷರು, ಸದಸ್ಯರು, ಮುಖಂಡರು ಹಾಗೂ ಗ್ರಾಮಸ್ಥರು ಹಾಜರಿದ್ದರು. — [605, 446, 768, 512]
sun-icon — [85, 12, 103, 30]
body-gst-cont: 12% ತೆರಿಗೆಯನ್ನು ಸಹ ಕಡಿಮೆ ಮಾಡಲಾಗಿದೆ. ಕಾಂಪ್ರೆಸ್, ಸೋಪ್, ಎಣ್ಣೆ ಸೇರಿದಂತೆ ಹಲವು ವಸ್ತುಗಳ ದರ ಕಡಿಮೆಯಾಗಲಿದೆ. ಜೀವ ಮತ್ತು ಆರೋಗ್ಯ ವಿಮೆಗಳ ಮೇಲೆ ಯಾವುದೇ ತೆರಿಗೆ ಪಾವತಿಸಬೇಕಿಲ್ಲ. ಜೀವ ರಕ್ಷಕ ಔಷಧಿಗಳು ಅಗ್ಗವಾಗಲಿವೆ. 33 ಜೀವ ರಕ್ಷಕ ಔಷಧಿಗಳ ಮೇಲಿನ ಜಿಎಸ್‌ಟಿ 12% ರಿಂದ ಶೂನ್ಯಕ್ಕೆ ಇಳಿಕೆಯಾಗಿದೆ. ಸಣ್ಣ ಕಾರುಗಳು, ಮೋಟಾರ್ ಸೈಕಲ್ ಗಳ ಮೇಲಿನ ತೆರಿಗೆ 28% ರಿಂದ 18% ಕ್ಕೆ ಇಳಿಕೆಯಾಗಲಿದೆ. ರೈತರಿಗೆ ಅನುಕೂಲವಾಗುವಂತೆ ಟ್ರ್ಯಾಕ್ಟರ್ ಗಳ ಮೇಲಿನ ತೆರಿಗೆ ಇಳಿಕೆ ಮಾಡಲಾಗಿದೆ. — [195, 934, 373, 982]
text-school: ಸರ್ಕಾರಿ ಶಾಲೆಯ ದುಸ್ಥಿತಿಯನ್ನು ಕಂಡ ವಿದ್ಯಾರ್ಥಿಗಳು ತಮ್ಮ ಶಾಲೆಯ ಮೂಲಸೌಕರ್ಯಗಳ ಕೊರತೆಯ ಬಗ್ಗೆ ಮುಖ್ಯಮಂತ್ರಿಗಳಿಗೆ ವೀಡಿಯೋ ಮೂಲಕ ಮನವಿ ಮಾಡಿರುವ ಘಟನೆ ಚಾಮರಾಜನಗರ ಜಿಲ್ಲೆಯ ಹನೂರು ತಾಲ್ಲೂಕಿನ ಗ್ರಾಮವೊಂದರಲ್ಲಿ ನಡೆದಿದೆ. ಶಾಲೆಯ ಕಟ್ಟಡ ಶಿಥಿಲಾವಸ್ಥೆ ತಲುಪಿದ್ದು, ಮಳೆಗಾಲದಲ್ಲಿ ಕೊಠಡಿಗಳು ಸೋರುತ್ತಿವೆ. ಮಕ್ಕಳಿಗೆ ಕುಳಿತುಕೊಳ್ಳಲು ಸೂಕ್ತ ಬೆಂಚುಗಳಿಲ್ಲ, ಶೌಚಾಲಯ ಹಾಗೂ ಕುಡಿಯುವ ನೀರಿನ ವ್ಯವಸ್ಥೆ ಸಮರ್ಪಕವಾಗಿಲ್ಲ ಎಂದು ವಿದ್ಯಾರ್ಥಿಗಳು ವೀಡಿಯೋದಲ್ಲಿ ವಿವರಿಸಿದ್ದಾರೆ. ಶಾಲೆಯಲ್ಲಿ 1 ರಿಂದ 5ನೇ ತರಗತಿವರೆಗೆ ಒಟ್ಟು 41 ಮಕ್ಕಳು ವ್ಯಾಸಂಗ ಮಾಡುತ್ತಿದ್ದಾರೆ. ಈ ಕುರಿತು ಗ್ರಾಮಸ್ಥರು ಕೂಡ ಹಲವು ಬಾರಿ ಸಂಬಂಧಪಟ್ಟ ಅಧಿಕಾರಿಗಳಿಗೆ ಮನವಿ ಸಲ್ಲಿಸಿದ್ದರೂ ಯಾವುದೇ ಪ್ರಯೋಜನವಾಗಿಲ್ಲ. ಹೀಗಾಗಿ ಮಕ್ಕಳೇ ಮುಖ್ಯಮಂತ್ರಿಗಳ ಗಮನ ಸೆಳೆಯಲು ಮುಂದಾಗಿದ್ದಾರೆ. ಕೂಡಲೇ ಶಾಲೆಗೆ ಹೊಸ ಕಟ್ಟಡ ಮಂಜೂರು ಮಾಡಿ ಮಕ್ಕಳ ಶಿಕ್ಷಣಕ್ಕೆ ಅನುಕೂಲ ಕಲ್ಪಿಸಬೇಕು ಎಂದು ಪೋಷಕರು ಒತ್ತಾಯಿಸಿದ್ದಾರೆ. ಈ ಕುರಿತು ಶಿಕ್ಷಣ ಇಲಾಖೆಯ ಅಧಿಕಾರಿಗಳು ಶೀಘ್ರ ಕ್ರಮ ಕೈಗೊಳ್ಳುವ ಭರವಸೆ ನೀಡಿದ್ದಾರೆ. — [204, 121, 356, 235]
body-munirathna: ಪ್ರಕರಣವೊಂದರಲ್ಲಿ ಶಾಸಕ ಮುನಿರತ್ನ ಅವರಿಗೆ ನ್ಯಾಯಾಲಯ ಮಧ್ಯಂತರ ಜಾಮೀನು ಮಂಜೂರು ಮಾಡಿದ್ದು, ಮುಂದಿನ ವಿಚಾರಣೆಯನ್ನು ಮುಂದೂಡಿದೆ. ಈ ಕುರಿತು ಅರ್ಜಿ ಸಲ್ಲಿಸಿದ್ದ ವಕೀಲರು ವಾದ ಮಂಡಿಸಿದರು. — [6, 1006, 186, 1031]
column-rule — [199, 66, 200, 738]
body-hills — [6, 433, 196, 474]
dateline-library: ಮಂಡ್ಯ : — [304, 784, 323, 792]
text-hills: ಜಿಲ್ಲೆಯ ಮಹದೇಶ್ವರ ಬೆಟ್ಟ ವ್ಯಾಪ್ತಿಯಲ್ಲಿ ಅಕ್ರಮವಾಗಿ ಮದ್ಯ ಮಾರಾಟ ಮಾಡುತ್ತಿದ್ದವರನ್ನು ಅಬಕಾರಿ ಅಧಿಕಾರಿಗಳು ದಾಳಿ ನಡೆಸಿ ಬಂಧಿಸಿದ್ದಾರೆ. ಖಚಿತ ಮಾಹಿತಿ ಆಧರಿಸಿ ದಾಳಿ ನಡೆಸಿದ ತಂಡ ಮದ್ಯದ ಪ್ಯಾಕೆಟ್ ಗಳನ್ನು ಹಾಗೂ ವಾಹನವನ್ನು ವಶಕ್ಕೆ ಪಡೆದಿದೆ. ವಶಪಡಿಸಿಕೊಂಡ ಮದ್ಯದ ಮೌಲ್ಯ ರೂ.28,800/– ಎಂದು ಅಂದಾಜಿಸಲಾಗಿದೆ. ಆರೋಪಿಗಳ ವಿರುದ್ಧ ಪ್ರಕರಣ ದಾಖಲಿಸಿಕೊಂಡು ತನಿಖೆ ಮುಂದುವರಿಸಲಾಗಿದೆ ಎಂದು ಅಧಿಕಾರಿಗಳು ತಿಳಿಸಿದ್ದಾರೆ. — [6, 433, 196, 474]
column-rule — [600, 404, 601, 738]
headline-atyachara: ಅತ್ಯಾಚಾರ — [827, 955, 870, 971]
body-pavati-cont: ಕೇಂದ್ರ ಸರ್ಕಾರವು ಜಿಎಸ್‌ಟಿ ದರಗಳಲ್ಲಿ ಪರಿಷ್ಕರಣೆ ಮಾಡಲು ನಿರ್ಧರಿಸಿದ್ದು, ಹಾಲು, ಪನೀರ್, ಪಿಜ್ಜಾ ಬ್ರೆಡ್, ರೊಟ್ಟಿ, ಪರಾಠಾಗಳನ್ನು ಈಗ ಶೂನ್ಯ ಜಿಎಸ್‌ಟಿ ಸ್ಲ್ಯಾಬ್‌ಗೆ ಸೇರಿಸಲಾಗಿದೆ. — [195, 1059, 373, 1075]
photo-official — [667, 188, 753, 284]
continued-label-box — [382, 934, 562, 957]
headline-library: ಗ್ರಂಥಪಾಲಕರು ಜ್ಞಾನ ಸಾಗರದ ನಾವಿಕರು: ಜಿಪಂ ಸಿಇಒ — [411, 750, 832, 778]
headline-atul: ಅತುಲ್ ಪತ್ನಿ ನಾಪತ್ತೆ — [428, 1030, 516, 1046]
body-tappoppi: ವಿಚಾರಣೆ ವೇಳೆ ಆರೋಪಿ ತಾನು ಮಾಡಿದ ಕೃತ್ಯವನ್ನು ಒಪ್ಪಿಕೊಂಡಿದ್ದು, ಹೇಳಿಕೆಯನ್ನು ದಾಖಲಿಸಿಕೊಳ್ಳಲಾಗಿದೆ. — [571, 1015, 749, 1031]
headline-fir: ಎಫ್‌ಐಆರ್ ದಾಖಲು — [427, 962, 517, 978]
text-library-cont: ಗ್ರಂಥಾಲಯಗಳು ಜ್ಞಾನ ಸಾಗರವಾದರೆ, ಗ್ರಂಥಪಾಲಕರು ಆ ಸಾಗರದ ನಾವಿಕರು ಎಂದು ಜಿಲ್ಲಾ ಪಂಚಾಯತ್ ಮುಖ್ಯ ಕಾರ್ಯನಿರ್ವಾಹಕ ಅಧಿಕಾರಿ ಕೆ.ಆರ್.ನಂದಿನಿ ಅವರು ತಿಳಿಸಿದರು. ಜಿಲ್ಲಾ ಪಂಚಾಯತ್ ಸಭಾಂಗಣದಲ್ಲಿ ನಡೆದ ಗ್ರಂಥಪಾಲಕರ ದಿನಾಚರಣೆ ಕಾರ್ಯಕ್ರಮದಲ್ಲಿ ಮಾತನಾಡಿದರು. ಗ್ರಾಮೀಣ ಭಾಗದ ಮಕ್ಕಳಲ್ಲಿ ಓದುವ ಹವ್ಯಾಸ ಬೆಳೆಸುವಲ್ಲಿ ಗ್ರಂಥಪಾಲಕರ ಪಾತ್ರ ಮಹತ್ವದ್ದಾಗಿದೆ. ಅರಿವು ಕೇಂದ್ರಗಳು ಹಾಗೂ ಗ್ರಾಮ ಪಂಚಾಯತ್ ಗ್ರಂಥಾಲಯಗಳ ಮೂಲಕ ಸ್ಪರ್ಧಾತ್ಮಕ ಪರೀಕ್ಷೆಗಳಿಗೆ ಸಿದ್ಧರಾಗುವ ಯುವಜನರಿಗೆ ಅಗತ್ಯ ಪುಸ್ತಕಗಳನ್ನು ಒದಗಿಸಬೇಕು ಎಂದರು. ಇದೇ ಸಂದರ್ಭದಲ್ಲಿ ಉತ್ತಮ ಸೇವೆ ಸಲ್ಲಿಸಿದ ಗ್ರಂಥಪಾಲಕರನ್ನು ಸನ್ಮಾನಿಸಲಾಯಿತು. ಈ ಸಂದರ್ಭದಲ್ಲಿ ಜಿಲ್ಲಾ ಪಂಚಾಯತ್ ಉಪ ಕಾರ್ಯದರ್ಶಿ, ಯೋಜನಾ ನಿರ್ದೇಶಕರು ಹಾಗೂ ವಿವಿಧ ತಾಲ್ಲೂಕುಗಳ ಗ್ರಂಥಪಾಲಕರು ಉಪಸ್ಥಿತರಿದ್ದರು. — [464, 784, 939, 833]
divider — [204, 398, 939, 400]
bottom-col-3 — [382, 934, 562, 1484]
body-school-right — [362, 250, 656, 380]
headline-banantiyara: ಬಾಣಂತಿಯರ ನರಳಾಟ — [612, 1036, 708, 1052]
